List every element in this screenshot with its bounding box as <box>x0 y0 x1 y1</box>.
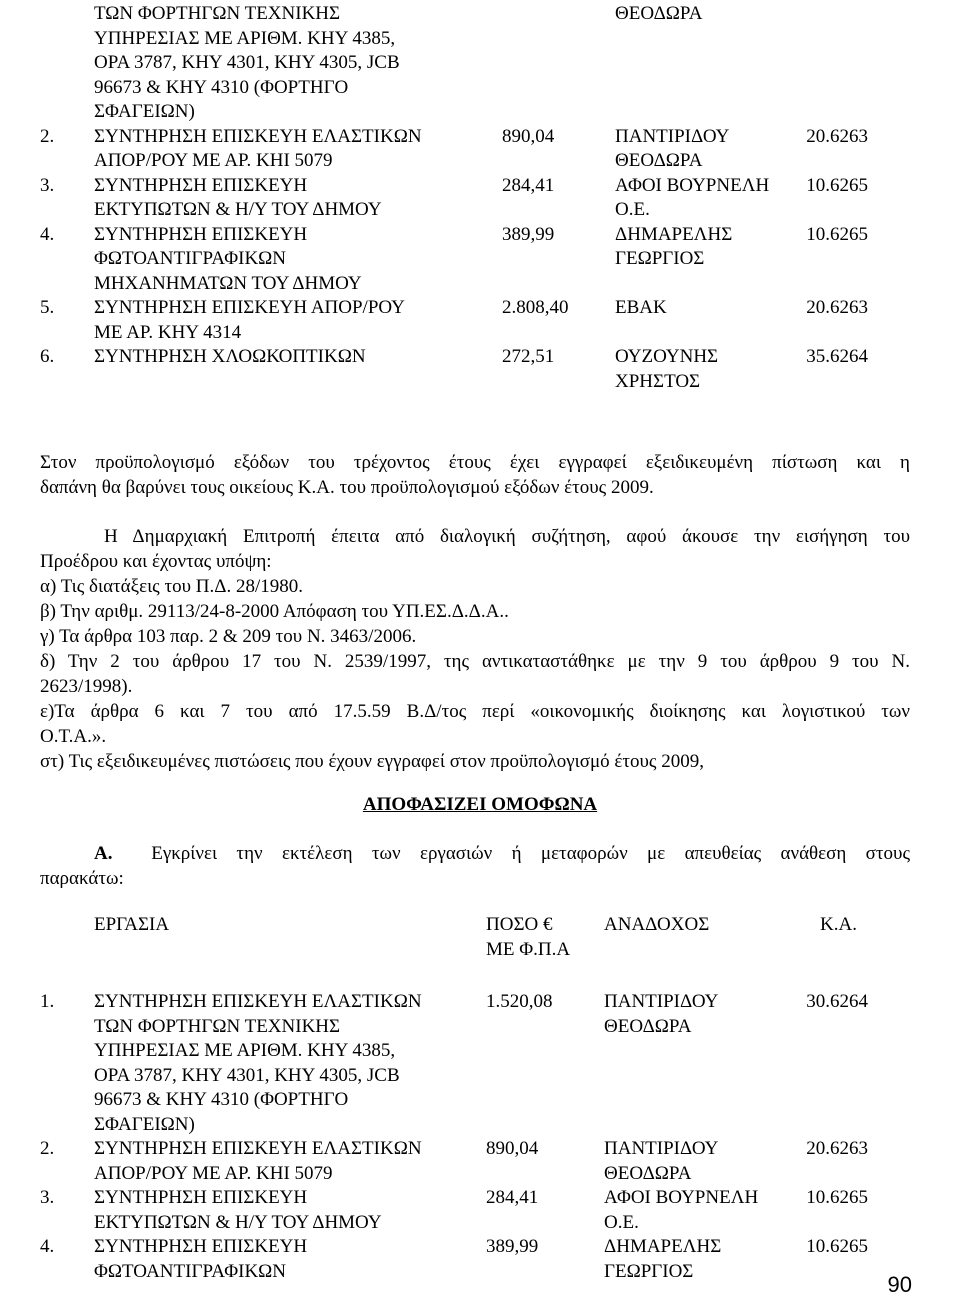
row-work <box>94 962 486 1137</box>
contractor-line: Ο.Ε. <box>615 199 650 220</box>
row-amount: 1.520,08 <box>486 991 553 1012</box>
row-amount: 389,99 <box>486 1236 539 1257</box>
budget-paragraph-line-1: Στον προϋπολογισμό εξόδων του τρέχοντος έτους έχει εγγραφεί εξειδικευμένη πίστωση και η <box>40 452 910 473</box>
work-line: ΣΥΝΤΗΡΗΣΗ ΕΠΙΣΚΕΥΗ ΑΠΟΡ/ΡΟΥ <box>94 297 405 318</box>
work-line: ΣΥΝΤΗΡΗΣΗ ΕΠΙΣΚΕΥΗ <box>94 1187 308 1208</box>
header-amount-line: ΠΟΣΟ € <box>486 914 553 935</box>
table-row <box>40 1186 920 1235</box>
header-work: ΕΡΓΑΣΙΑ <box>94 914 170 935</box>
work-line: ΣΦΑΓΕΙΩΝ) <box>94 101 195 122</box>
considerations-line: β) Την αριθμ. 29113/24-8-2000 Απόφαση του ΥΠ.ΕΣ.Δ.Δ.Α.. <box>40 601 509 622</box>
works-table <box>40 913 920 1284</box>
header-amount <box>486 913 604 962</box>
decision-heading: ΑΠΟΦΑΣΙΖΕΙ ΟΜΟΦΩΝΑ <box>362 794 598 815</box>
row-amount: 890,04 <box>502 125 555 147</box>
work-line: ΥΠΗΡΕΣΙΑΣ ΜΕ ΑΡΙΘΜ. ΚΗΥ 4385, <box>94 27 396 49</box>
work-line: 96673 & ΚΗΥ 4310 (ΦΟΡΤΗΓΟ <box>94 1089 349 1110</box>
considerations-line: δ) Την 2 του άρθρου 17 του Ν. 2539/1997, της αντικαταστάθηκε με την 9 του άρθρου 9 του Ν. <box>40 651 910 672</box>
considerations-line: ε)Τα άρθρα 6 και 7 του από 17.5.59 Β.Δ/τος περί «οικονομικής διοίκησης και λογιστικού των <box>40 701 910 722</box>
work-line: ΤΩΝ ΦΟΡΤΗΓΩΝ ΤΕΧΝΙΚΗΣ <box>94 3 341 24</box>
row-amount: 272,51 <box>502 346 555 367</box>
row-ka: 10.6265 <box>806 174 868 196</box>
contractor-line: ΠΑΝΤΙΡΙΔΟΥ <box>615 125 730 147</box>
header-ka: Κ.Α. <box>820 914 857 935</box>
committee-paragraph <box>40 524 910 774</box>
row-amount: 2.808,40 <box>502 297 569 318</box>
work-line: ΣΦΑΓΕΙΩΝ) <box>94 1113 195 1135</box>
header-contractor: ΑΝΑΔΟΧΟΣ <box>604 914 710 935</box>
row-ka: 30.6264 <box>806 991 868 1012</box>
row-contractor <box>615 223 800 297</box>
contractor-line: ΧΡΗΣΤΟΣ <box>615 370 701 392</box>
row-work <box>94 223 502 297</box>
contractor-line: ΔΗΜΑΡΕΛΗΣ <box>615 223 733 245</box>
table-row <box>40 174 920 223</box>
work-line: ΣΥΝΤΗΡΗΣΗ ΧΛΟΩΚΟΠΤΙΚΩΝ <box>94 346 366 367</box>
row-work <box>94 174 502 223</box>
work-line: ΑΠΟΡ/ΡΟΥ ΜΕ ΑΡ. ΚΗΙ 5079 <box>94 1162 333 1184</box>
row-ka: 35.6264 <box>806 346 868 367</box>
work-line: ΜΗΧΑΝΗΜΑΤΩΝ ΤΟΥ ΔΗΜΟΥ <box>94 272 362 294</box>
work-line: ΣΥΝΤΗΡΗΣΗ ΕΠΙΣΚΕΥΗ ΕΛΑΣΤΙΚΩΝ <box>94 1138 422 1159</box>
row-number: 6. <box>40 346 55 367</box>
considerations-line: α) Τις διατάξεις του Π.Δ. 28/1980. <box>40 576 303 597</box>
table-row <box>40 296 920 345</box>
row-amount: 284,41 <box>486 1187 539 1208</box>
decision-a <box>40 841 910 891</box>
table-row <box>40 125 920 174</box>
work-line: ΥΠΗΡΕΣΙΑΣ ΜΕ ΑΡΙΘΜ. ΚΗΥ 4385, <box>94 1040 396 1061</box>
row-number <box>40 2 94 125</box>
table-row <box>40 962 920 1137</box>
row-contractor <box>615 345 800 394</box>
row-contractor <box>604 1186 800 1235</box>
row-number: 5. <box>40 297 55 318</box>
row-contractor <box>615 125 800 174</box>
considerations-line: Προέδρου και έχοντας υπόψη: <box>40 551 272 572</box>
table-row <box>40 2 920 125</box>
row-work <box>94 125 502 174</box>
contractor-line: ΘΕΟΔΩΡΑ <box>604 1162 692 1184</box>
contractor-line: ΕΒΑΚ <box>615 297 667 318</box>
row-work <box>94 345 502 394</box>
header-num <box>40 913 94 962</box>
work-line: ΕΚΤΥΠΩΤΩΝ & Η/Υ ΤΟΥ ΔΗΜΟΥ <box>94 199 382 220</box>
contractor-line: ΓΕΩΡΓΙΟΣ <box>604 1260 694 1282</box>
row-contractor <box>615 174 800 223</box>
row-number: 3. <box>40 1187 55 1208</box>
row-work <box>94 1186 486 1235</box>
decision-a-line-1 <box>40 841 910 866</box>
budget-paragraph <box>40 450 910 500</box>
work-line: ΤΩΝ ΦΟΡΤΗΓΩΝ ΤΕΧΝΙΚΗΣ <box>94 1015 341 1037</box>
work-line: ΣΥΝΤΗΡΗΣΗ ΕΠΙΣΚΕΥΗ <box>94 223 308 245</box>
contractor-line: Ο.Ε. <box>604 1211 639 1233</box>
work-line: ΟΡΑ 3787, ΚΗΥ 4301, ΚΗΥ 4305, JCB <box>94 52 400 73</box>
row-number: 4. <box>40 223 55 245</box>
work-line: 96673 & ΚΗΥ 4310 (ΦΟΡΤΗΓΟ <box>94 76 349 98</box>
committee-intro-line: Η Δημαρχιακή Επιτροπή έπειτα από διαλογική συζήτηση, αφού άκουσε την εισήγηση του <box>104 526 910 547</box>
budget-paragraph-line-2: δαπάνη θα βαρύνει τους οικείους Κ.Α. του προϋπολογισμού εξόδων έτους 2009. <box>40 477 654 498</box>
row-contractor <box>604 1137 800 1186</box>
row-number: 2. <box>40 1138 55 1159</box>
decision-a-label: Α. <box>94 843 113 864</box>
considerations-line: γ) Τα άρθρα 103 παρ. 2 & 209 του Ν. 3463/2006. <box>40 626 417 647</box>
work-line: ΑΠΟΡ/ΡΟΥ ΜΕ ΑΡ. ΚΗΙ 5079 <box>94 150 333 171</box>
row-number: 1. <box>40 991 55 1012</box>
row-number: 2. <box>40 125 55 147</box>
work-line: ΦΩΤΟΑΝΤΙΓΡΑΦΙΚΩΝ <box>94 1260 287 1282</box>
row-ka: 10.6265 <box>806 1187 868 1208</box>
work-line: ΣΥΝΤΗΡΗΣΗ ΕΠΙΣΚΕΥΗ <box>94 174 308 196</box>
contractor-line: ΓΕΩΡΓΙΟΣ <box>615 248 705 269</box>
contractor-line: ΔΗΜΑΡΕΛΗΣ <box>604 1236 722 1257</box>
row-amount: 389,99 <box>502 223 555 245</box>
work-line: ΣΥΝΤΗΡΗΣΗ ΕΠΙΣΚΕΥΗ ΕΛΑΣΤΙΚΩΝ <box>94 991 422 1012</box>
decision-a-line-2: παρακάτω: <box>40 868 124 889</box>
decision-a-text: Εγκρίνει την εκτέλεση των εργασιών ή μεταφορών με απευθείας ανάθεση στους <box>151 843 910 864</box>
work-line: ΣΥΝΤΗΡΗΣΗ ΕΠΙΣΚΕΥΗ ΕΛΑΣΤΙΚΩΝ <box>94 125 422 147</box>
row-ka: 20.6263 <box>806 297 868 318</box>
table-row <box>40 223 920 297</box>
contractor-line: ΠΑΝΤΙΡΙΔΟΥ <box>604 991 719 1012</box>
contractor-line: ΘΕΟΔΩΡΑ <box>604 1015 692 1037</box>
row-work <box>94 1235 486 1284</box>
page-number: 90 <box>887 1272 912 1297</box>
considerations-line: στ) Τις εξειδικευμένες πιστώσεις που έχουν εγγραφεί στον προϋπολογισμό έτους 2009, <box>40 751 704 772</box>
row-contractor <box>604 1235 800 1284</box>
row-amount: 890,04 <box>486 1138 539 1159</box>
row-ka: 20.6263 <box>806 125 868 147</box>
row-contractor <box>615 296 800 345</box>
work-line: ΟΡΑ 3787, ΚΗΥ 4301, ΚΗΥ 4305, JCB <box>94 1064 400 1086</box>
work-line: ΣΥΝΤΗΡΗΣΗ ΕΠΙΣΚΕΥΗ <box>94 1236 308 1257</box>
table-row <box>40 1137 920 1186</box>
considerations-line: Ο.Τ.Α.». <box>40 726 107 747</box>
row-contractor <box>615 2 800 125</box>
work-line: ΜΕ ΑΡ. ΚΗΥ 4314 <box>94 321 242 343</box>
contractor-line: ΘΕΟΔΩΡΑ <box>615 3 703 24</box>
contractor-line: ΑΦΟΙ ΒΟΥΡΝΕΛΗ <box>615 174 770 196</box>
contractor-line: ΘΕΟΔΩΡΑ <box>615 150 703 171</box>
contractor-line: ΠΑΝΤΙΡΙΔΟΥ <box>604 1138 719 1159</box>
row-amount <box>502 2 615 125</box>
row-amount: 284,41 <box>502 174 555 196</box>
row-work <box>94 296 502 345</box>
works-table-header <box>40 913 920 962</box>
considerations-line: 2623/1998). <box>40 676 133 697</box>
row-work <box>94 2 502 125</box>
header-amount-line: ΜΕ Φ.Π.Α <box>486 938 571 960</box>
work-line: ΦΩΤΟΑΝΤΙΓΡΑΦΙΚΩΝ <box>94 248 287 269</box>
work-line: ΕΚΤΥΠΩΤΩΝ & Η/Υ ΤΟΥ ΔΗΜΟΥ <box>94 1211 382 1233</box>
row-number: 3. <box>40 174 55 196</box>
contractor-line: ΟΥΖΟΥΝΗΣ <box>615 346 719 367</box>
row-ka: 10.6265 <box>806 1236 868 1257</box>
table-row <box>40 345 920 394</box>
row-ka: 10.6265 <box>806 223 868 245</box>
row-work <box>94 1137 486 1186</box>
row-ka <box>800 2 920 125</box>
continuation-table <box>40 2 920 394</box>
contractor-line: ΑΦΟΙ ΒΟΥΡΝΕΛΗ <box>604 1187 759 1208</box>
row-ka: 20.6263 <box>806 1138 868 1159</box>
table-row <box>40 1235 920 1284</box>
row-number: 4. <box>40 1236 55 1257</box>
row-contractor <box>604 962 800 1137</box>
